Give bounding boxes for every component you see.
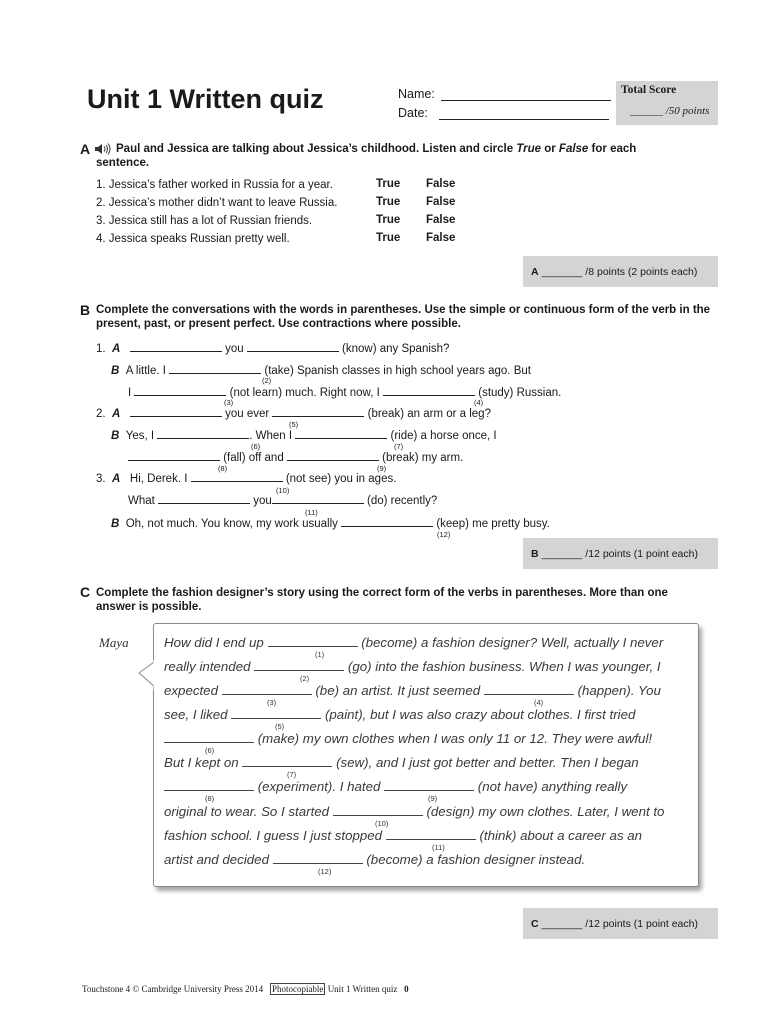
answer-blank-6[interactable] [157, 427, 249, 439]
name-field[interactable] [398, 87, 611, 101]
total-score-label: Total Score [621, 84, 677, 96]
text: What [128, 495, 155, 507]
conversation-3-line-b [128, 492, 437, 508]
footer-credit: Touchstone 4 © Cambridge University Press 2014 [82, 984, 264, 994]
story-line-1 [164, 634, 663, 650]
false-option-1[interactable]: False [426, 178, 456, 190]
text: (know) any Spanish? [342, 343, 450, 355]
text: you ever [225, 408, 270, 420]
story-blank-1[interactable] [268, 634, 358, 647]
speaker-a: A [111, 408, 121, 420]
text: (experiment). I hated [257, 779, 381, 794]
item-text: Jessica still has a lot of Russian friends. [108, 215, 313, 227]
name-label: Name: [398, 87, 435, 101]
text: fashion school. I guess I just stopped [164, 828, 383, 843]
conversation-2-line-b [111, 427, 497, 443]
story-blank-7[interactable] [242, 754, 332, 767]
conversation-3-line-c [111, 515, 550, 531]
answer-blank-5[interactable] [130, 405, 222, 417]
text: you [253, 495, 272, 507]
text: (become) a fashion designer instead. [366, 852, 586, 867]
total-score-box [616, 81, 718, 125]
text: Oh, not much. You know, my work usually [125, 518, 338, 530]
story-blank-4[interactable] [484, 682, 574, 695]
text: really intended [164, 659, 251, 674]
answer-blank-9[interactable] [287, 449, 379, 461]
blank-number-5: (5) [289, 420, 299, 429]
text: (fall) off and [223, 452, 284, 464]
page-footer [82, 984, 409, 994]
item-number: 4. [96, 233, 106, 245]
blank-number-8: (8) [218, 464, 228, 473]
speaker-a: A [111, 343, 121, 355]
text: But I kept on [164, 755, 239, 770]
score-text: _______ /12 points (1 point each) [541, 917, 698, 930]
blank-number-3: (3) [224, 398, 234, 407]
item-number: 2. [96, 197, 106, 209]
text: I [128, 387, 132, 399]
speaker-b: B [111, 365, 120, 377]
story-number-7: (7) [287, 770, 297, 779]
text: (think) about a career as an [479, 828, 643, 843]
text: original to wear. So I started [164, 804, 330, 819]
story-blank-11[interactable] [386, 827, 476, 840]
text: you [225, 343, 244, 355]
blank-number-10: (10) [276, 486, 290, 495]
story-blank-9[interactable] [384, 778, 474, 791]
text: (be) an artist. It just seemed [315, 683, 481, 698]
score-text: _______ /8 points (2 points each) [541, 265, 698, 278]
conversation-1-line-c [128, 384, 561, 400]
text: (make) my own clothes when I was only 11 or 12. They were awful! [257, 731, 653, 746]
answer-blank-7[interactable] [295, 427, 387, 439]
instruction-false: False [558, 143, 589, 155]
text: . When I [249, 430, 293, 442]
answer-blank-1b[interactable] [247, 340, 339, 352]
speaker-name: Maya [99, 635, 129, 650]
blank-number-2: (2) [262, 376, 272, 385]
text: (design) my own clothes. Later, I went to [426, 804, 665, 819]
story-blank-3[interactable] [222, 682, 312, 695]
name-line[interactable] [441, 88, 611, 101]
instruction-text: Paul and Jessica are talking about Jessica’s childhood. Listen and circle [116, 143, 517, 155]
score-letter: A [531, 265, 539, 278]
story-blank-6[interactable] [164, 730, 254, 743]
answer-blank-8[interactable] [128, 449, 220, 461]
text: (happen). You [577, 683, 661, 698]
blank-number-11: (11) [305, 508, 318, 517]
story-number-2: (2) [300, 674, 310, 683]
story-number-6: (6) [205, 746, 215, 755]
story-line-10 [164, 851, 585, 867]
answer-blank-11b[interactable] [272, 492, 364, 504]
story-number-11: (11) [432, 843, 445, 852]
false-option-2[interactable]: False [426, 196, 456, 208]
item-number: 2. [96, 408, 106, 420]
blank-number-4: (4) [474, 398, 484, 407]
question-a-2 [96, 196, 337, 210]
story-blank-2[interactable] [254, 658, 344, 671]
item-number: 3. [96, 215, 106, 227]
answer-blank-1[interactable] [130, 340, 222, 352]
story-line-4 [164, 706, 635, 722]
story-blank-10[interactable] [333, 803, 423, 816]
answer-blank-3[interactable] [134, 384, 226, 396]
question-a-4 [96, 232, 290, 246]
date-line[interactable] [439, 107, 609, 120]
false-option-4[interactable]: False [426, 232, 456, 244]
story-blank-12[interactable] [273, 851, 363, 864]
blank-number-7: (7) [394, 442, 404, 451]
answer-blank-4[interactable] [383, 384, 475, 396]
true-option-3[interactable]: True [376, 214, 401, 226]
story-line-2 [164, 658, 661, 674]
story-number-12: (12) [318, 867, 332, 876]
speaker-b: B [111, 518, 120, 530]
text: (keep) me pretty busy. [436, 518, 550, 530]
conversation-1-line-a [96, 340, 449, 356]
total-score-points: ______ /50 points [630, 105, 710, 117]
story-number-5: (5) [275, 722, 285, 731]
item-number: 1. [96, 179, 106, 191]
story-line-8 [164, 803, 664, 819]
conversation-2-line-a [96, 405, 491, 421]
text: (not learn) much. Right now, I [229, 387, 380, 399]
blank-number-6: (6) [251, 442, 261, 451]
footer-page-number: 0 [404, 984, 409, 994]
instruction-text-end: for each sentence. [96, 143, 637, 169]
speaker-a: A [111, 473, 121, 485]
date-label: Date: [398, 106, 428, 120]
item-text: Jessica’s father worked in Russia for a year. [108, 179, 333, 191]
answer-blank-11[interactable] [158, 492, 250, 504]
conversation-3-line-a [96, 470, 396, 486]
conversation-2-line-c [128, 449, 463, 465]
speech-bubble-pointer [138, 660, 155, 690]
text: (break) an arm or a leg? [367, 408, 491, 420]
text: (ride) a horse once, I [390, 430, 497, 442]
text: (go) into the fashion business. When I was younger, I [347, 659, 661, 674]
section-a-score-box [523, 256, 718, 287]
section-a-instruction [96, 142, 686, 170]
instruction-or: or [541, 143, 559, 155]
date-field[interactable] [398, 106, 609, 120]
text: (not have) anything really [477, 779, 628, 794]
section-b-letter: B [80, 302, 91, 318]
story-number-10: (10) [375, 819, 389, 828]
score-letter: C [531, 917, 539, 930]
story-line-9 [164, 827, 642, 843]
section-a-letter: A [80, 141, 91, 157]
blank-number-9: (9) [377, 464, 387, 473]
story-line-3 [164, 682, 661, 698]
item-number: 1. [96, 343, 106, 355]
blank-number-12: (12) [437, 530, 451, 539]
answer-blank-2[interactable] [169, 362, 261, 374]
story-number-1: (1) [315, 650, 325, 659]
text: (paint), but I was also crazy about clothes. I first tried [324, 707, 636, 722]
conversation-1-line-b [111, 362, 531, 378]
section-b-score-box [523, 538, 718, 569]
story-line-7 [164, 778, 627, 794]
story-blank-5[interactable] [231, 706, 321, 719]
false-option-3[interactable]: False [426, 214, 456, 226]
true-option-2[interactable]: True [376, 196, 401, 208]
text: A little. I [125, 365, 166, 377]
true-option-1[interactable]: True [376, 178, 401, 190]
instruction-true: True [516, 143, 542, 155]
text: How did I end up [164, 635, 264, 650]
text: (study) Russian. [478, 387, 562, 399]
section-c-letter: C [80, 584, 91, 600]
section-c-score-box [523, 908, 718, 939]
answer-blank-5b[interactable] [272, 405, 364, 417]
footer-photocopiable: Photocopiable [271, 984, 324, 994]
true-option-4[interactable]: True [376, 232, 401, 244]
story-number-9: (9) [428, 794, 438, 803]
footer-quiz-title: Unit 1 Written quiz [327, 984, 398, 994]
text: artist and decided [164, 852, 269, 867]
section-b-instruction: Complete the conversations with the words in parentheses. Use the simple or continuous form of the verb in the present, past, or present perfect. Use contractions where possible. [96, 304, 711, 330]
answer-blank-12[interactable] [341, 515, 433, 527]
story-line-5 [164, 730, 652, 746]
text: (sew), and I just got better and better. Then I began [336, 755, 639, 770]
score-text: _______ /12 points (1 point each) [541, 547, 698, 560]
speaker-b: B [111, 430, 120, 442]
section-c-instruction: Complete the fashion designer’s story using the correct form of the verbs in parentheses. More than one answer is possible. [96, 587, 668, 613]
text: Yes, I [125, 430, 155, 442]
item-text: Jessica’s mother didn’t want to leave Russia. [108, 197, 338, 209]
score-letter: B [531, 547, 539, 560]
page-title: Unit 1 Written quiz [87, 84, 324, 114]
story-number-3: (3) [267, 698, 277, 707]
story-line-6 [164, 754, 639, 770]
text: (do) recently? [367, 495, 438, 507]
story-number-8: (8) [205, 794, 215, 803]
text: (not see) you in ages. [285, 473, 397, 485]
item-text: Jessica speaks Russian pretty well. [108, 233, 290, 245]
text: (break) my arm. [382, 452, 464, 464]
text: see, I liked [164, 707, 228, 722]
text: expected [164, 683, 218, 698]
text: (take) Spanish classes in high school years ago. But [264, 365, 531, 377]
question-a-1 [96, 178, 333, 192]
question-a-3 [96, 214, 312, 228]
text: Hi, Derek. I [129, 473, 188, 485]
story-blank-8[interactable] [164, 778, 254, 791]
story-number-4: (4) [534, 698, 544, 707]
answer-blank-10[interactable] [191, 470, 283, 482]
item-number: 3. [96, 473, 106, 485]
text: (become) a fashion designer? Well, actually I never [361, 635, 664, 650]
